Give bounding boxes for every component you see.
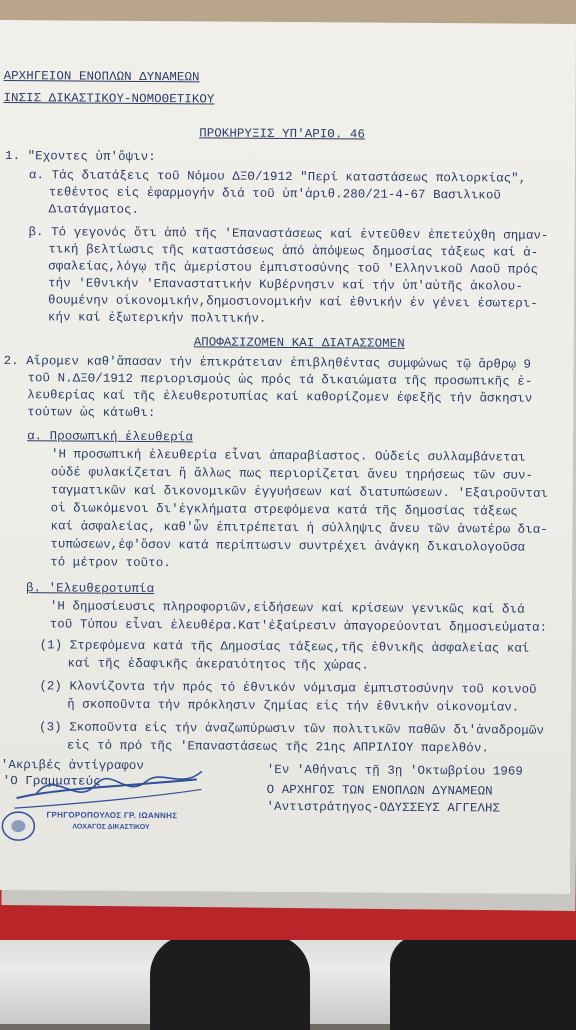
certified-copy: 'Ακριβές ἀντίγραφον xyxy=(0,758,145,774)
personal-freedom-line: τό μέτρον τοῦτο. xyxy=(50,555,171,571)
personal-freedom-line: καί ἀσφαλείας, καθ'ὧν ἐπιτρέπεται ἡ σύλληψις ἄνευ τῶν ἀνωτέρω δια- xyxy=(50,519,548,537)
section1-a-line: α. Τάς διατάξεις τοῦ Νόμου ΔΞΘ/1912 "Περί καταστάσεως πολιορκίας", xyxy=(28,168,527,186)
personal-freedom-line: οἱ διωκόμενοι δι'ἐγκλήματα στρεφόμενα κατά τῆς δημοσίας τάξεως xyxy=(50,501,518,519)
section2-line: τοῦ Ν.ΔΞΘ/1912 περιορισμούς ὡς πρός τά δικαιώματα τῆς προσωπικῆς ἐ- xyxy=(27,371,533,389)
press-freedom-line: 'Η δημοσίευσις πληροφοριῶν,εἰδήσεων καί κρίσεων γενικῶς καί διά xyxy=(49,599,525,617)
person-silhouette-left xyxy=(150,935,310,1030)
section1-b-line: τήν 'Εθνικήν 'Επαναστατικήν Κυβέρνησιν καί τήν ὑπ'αὐτῆς ἀκολου- xyxy=(48,276,523,294)
decision-heading: ΑΠΟΦΑΣΙΖΟΜΕΝ ΚΑΙ ΔΙΑΤΑΣΣΟΜΕΝ xyxy=(193,335,405,351)
secretary-label: 'Ο Γραμματεύς xyxy=(2,774,101,789)
header-line-2: ΙΝΣΙΣ ΔΙΚΑΣΤΙΚΟΥ-ΝΟΜΟΘΕΤΙΚΟΥ xyxy=(3,91,215,107)
section2-line: 2. Αἴρομεν καθ'ἅπασαν τήν ἐπικράτειαν ἐπιβληθέντας συμφώνως τῷ ἄρθρῳ 9 xyxy=(3,354,532,372)
document-date: 'Εν 'Αθήναις τῇ 3ῃ 'Οκτωβρίου 1969 xyxy=(266,762,524,779)
document-title: ΠΡΟΚΗΡΥΞΙΣ ΥΠ'ΑΡΙΘ. 46 xyxy=(199,126,366,142)
section1-a-line: Διατάγματος. xyxy=(48,202,140,217)
personal-freedom-line: ταγματικῶν καί δικονομικῶν ἐγγυήσεων καί διατυπώσεων. 'Εξαιροῦνται xyxy=(50,483,549,501)
section1-a-line: τεθέντος εἰς ἐφαρμογήν διά τοῦ ὑπ'ἀριθ.280/21-4-67 Βασιλικοῦ xyxy=(48,185,501,203)
stamp-name: ΓΡΗΓΟΡΟΠΟΥΛΟΣ ΓΡ. ΙΩΑΝΝΗΣ xyxy=(46,810,178,821)
section1-b-line: τική βελτίωσις τῆς καταστάσεως ἀπό ἀπόψεως δημοσίας τάξεως καί ἀ- xyxy=(48,242,539,260)
personal-freedom-heading: α. Προσωπική ἐλευθερία xyxy=(27,429,193,445)
press-item: εἰς τό πρό τῆς 'Επαναστάσεως τῆς 21ης ΑΠΡΙΛΙΟΥ παρελθόν. xyxy=(66,738,489,756)
section1-b-line: β. Τό γεγονός ὅτι ἀπό τῆς 'Επαναστάσεως καί ἐντεῦθεν ἐπετεύχθη σημαν- xyxy=(28,225,549,243)
section1-b-line: θουμένην οἰκονομικήν,δημοσιονομικήν καί ἐθνικήν ἐν γένει ἐσωτερι- xyxy=(48,293,538,311)
press-item: ἤ σκοποῦντα τήν πρόκλησιν ζημίας εἰς τήν ἐθνικήν οἰκονομίαν. xyxy=(67,697,520,715)
personal-freedom-line: 'Η προσωπική ἐλευθερία εἶναι ἀπαραβίαστος. Οὐδείς συλλαμβάνεται xyxy=(50,447,526,465)
section1-b-line: σφαλείας,λόγῳ τῆς ἀμερίστου ἐμπιστοσύνης τοῦ 'Ελληνικοῦ Λαοῦ πρός xyxy=(48,259,539,277)
press-freedom-heading: β. 'Ελευθεροτυπία xyxy=(25,581,155,597)
header-line-1: ΑΡΧΗΓΕΙΟΝ ΕΝΟΠΛΩΝ ΔΥΝΑΜΕΩΝ xyxy=(3,69,200,85)
document-page xyxy=(0,20,576,894)
press-item: καί τῆς ἐδαφικῆς ἀκεραιότητος τῆς χώρας. xyxy=(67,656,369,673)
signatory-title: Ο ΑΡΧΗΓΟΣ ΤΩΝ ΕΝΟΠΛΩΝ ΔΥΝΑΜΕΩΝ xyxy=(266,782,493,799)
press-item: (3) Σκοποῦντα εἰς τήν ἀναζωπύρωσιν τῶν πολιτικῶν παθῶν δι'ἀναδρομῶν xyxy=(39,720,544,738)
section1-b-line: κήν καί ἐξωτερικήν πολιτικήν. xyxy=(47,310,267,326)
press-freedom-line: τοῦ Τύπου εἶναι ἐλευθέρα.Κατ'ἐξαίρεσιν ἀπαγορεύονται δημοσιεύματα: xyxy=(49,617,548,635)
section1-heading: 1. "Εχοντες ὑπ'ὄψιν: xyxy=(5,149,156,165)
stamp-rank: ΛΟΧΑΓΟΣ ΔΙΚΑΣΤΙΚΟΥ xyxy=(72,823,150,832)
section2-line: λευθερίας καί τῆς ἐλευθεροτυπίας καί καθορίζομεν ἐφεξῆς τήν ἄσκησιν xyxy=(27,388,533,406)
personal-freedom-line: τυπώσεων,ἐφ'ὅσον κατά περίπτωσιν συντρέχει ἀνάγκη δικαιολογοῦσα xyxy=(50,537,526,555)
personal-freedom-line: οὐδέ φυλακίζεται ἤ ἄλλως πως περιορίζεται ἄνευ τηρήσεως τῶν συν- xyxy=(50,465,534,483)
press-item: (1) Στρεφόμενα κατά τῆς Δημοσίας τάξεως,τῆς ἐθνικῆς ἀσφαλείας καί xyxy=(39,638,530,656)
signatory-name: 'Αντιστράτηγος-ΟΔΥΣΣΕΥΣ ΑΓΓΕΛΗΣ xyxy=(266,799,501,816)
press-item: (2) Κλονίζοντα τήν πρός τό ἐθνικόν νόμισμα ἐμπιστοσύνην τοῦ κοινοῦ xyxy=(39,679,537,697)
person-silhouette-right xyxy=(390,935,576,1030)
section2-line: τούτων ὡς κάτωθι: xyxy=(27,405,156,421)
